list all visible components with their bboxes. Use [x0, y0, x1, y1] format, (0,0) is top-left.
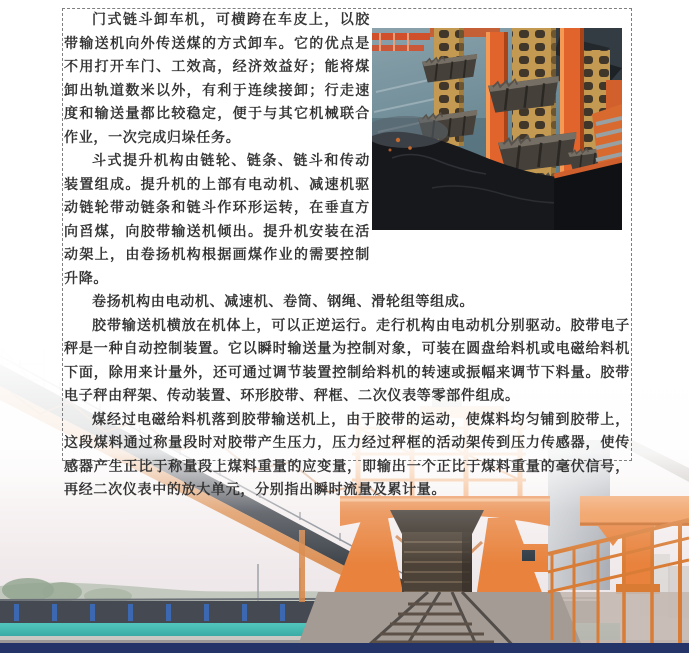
- paragraph-3: 卷扬机构由电动机、减速机、卷筒、钢绳、滑轮组等组成。: [92, 294, 475, 310]
- paragraph-1: 门式链斗卸车机，可横跨在车皮上，以胶带输送机向外传送煤的方式卸车。它的优点是不用打开车门、工效高，经济效益好；能将煤卸出轨道数米以外，有利于连续接卸；行走速度和输送量都比较稳定，便于与其它机械联合作业，一次完成归垛任务。: [64, 12, 370, 146]
- photo-wrap-spacer: [370, 9, 630, 261]
- paragraph-4: 胶带输送机横放在机体上，可以正逆运行。走行机构由电动机分别驱动。胶带电子秤是一种自动控制装置。它以瞬时输送量为控制对象，可装在圆盘给料机或电磁给料机下面，除用来计量外，还可通过调节装置控制给料机的转速或振幅来调节下料量。胶带电子秤由秤架、传动装置、环形胶带、秤框、二次仪表等零部件组成。: [64, 317, 630, 404]
- paragraph-5: 煤经过电磁给料机落到胶带输送机上，由于胶带的运动，使煤料均匀铺到胶带上，这段煤料通过称量段时对胶带产生压力，压力经过秤框的活动架传到压力传感器，使传感器产生正比于称量段上煤料重量的应变量，即输出一个正比于煤料重量的毫伏信号，再经二次仪表中的放大单元，分别指出瞬时流量及累计量。: [64, 411, 630, 498]
- paragraph-2: 斗式提升机构由链轮、链条、链斗和传动装置组成。提升机的上部有电动机、减速机驱动链轮带动链条和链斗作环形运转，在垂直方向舀煤，向胶带输送机倾出。提升机安装在活动架上，由卷扬机构根据画煤作业的需要控制升降。: [64, 153, 370, 287]
- article-text: [64, 9, 630, 503]
